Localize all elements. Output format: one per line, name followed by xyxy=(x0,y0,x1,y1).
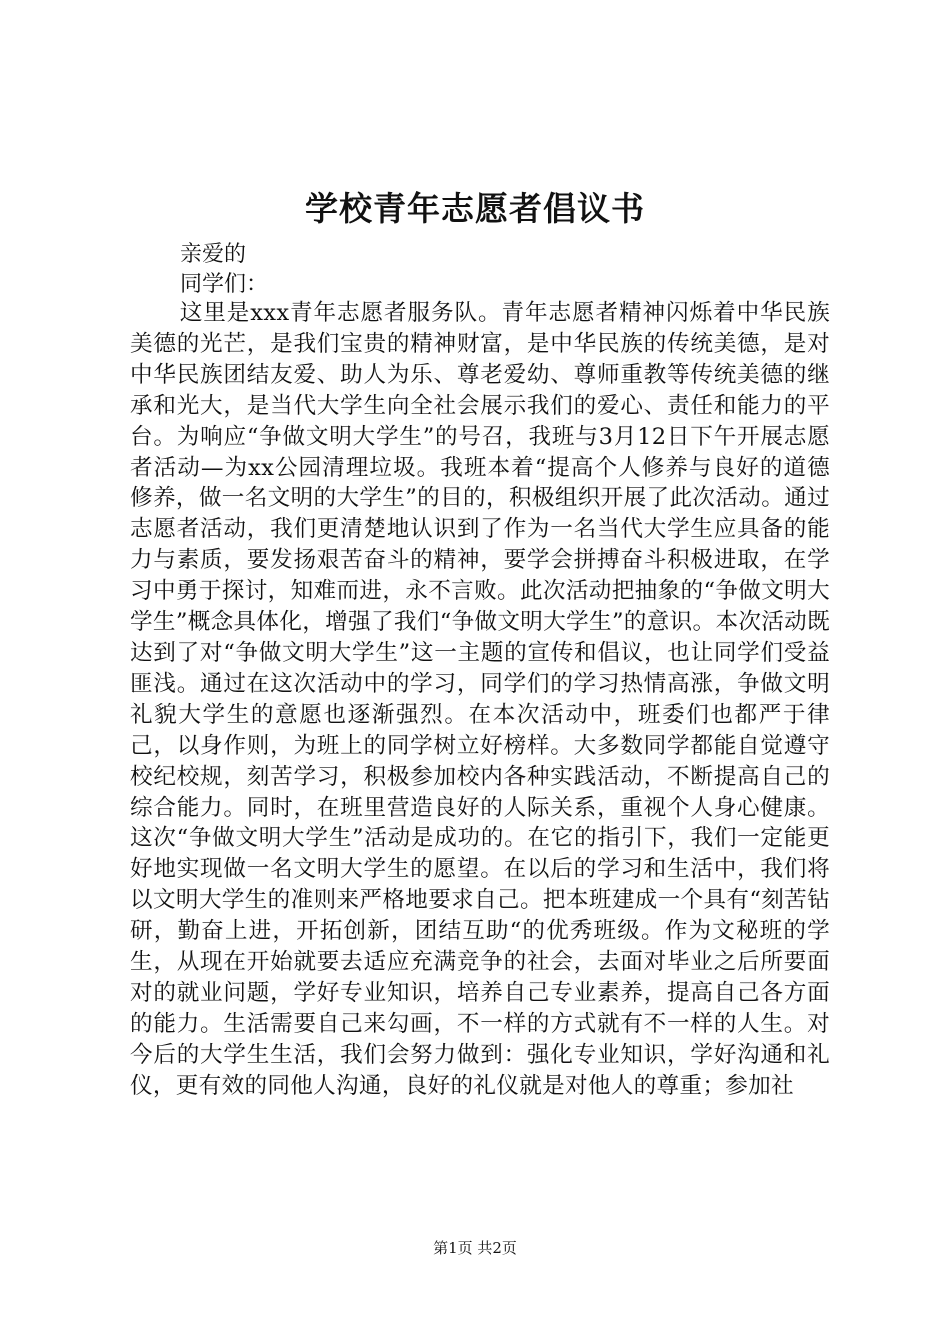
page-footer: 第1页 共2页 xyxy=(433,1239,517,1257)
salutation-line-2: 同学们： xyxy=(180,272,269,297)
salutation-line-1: 亲爱的 xyxy=(180,242,247,267)
body-paragraph: 这里是xxx青年志愿者服务队。青年志愿者精神闪烁着中华民族美德的光芒，是我们宝贵的精神财富，是中华民族的传统美德，是对中华民族团结友爱、助人为乐、尊老爱幼、尊师重教等传统美德的继承和光大，是当代大学生向全社会展示我们的爱心、责任和能力的平台。为响应“争做文明大学生”的号召，我班与3月12日下午开展志愿者活动—为xx公园清理垃圾。我班本着“提高个人修养与良好的道德修养，做一名文明的大学生”的目的，积极组织开展了此次活动。通过志愿者活动，我们更清楚地认识到了作为一名当代大学生应具备的能力与素质，要发扬艰苦奋斗的精神，要学会拼搏奋斗积极进取，在学习中勇于探讨，知难而进，永不言败。此次活动把抽象的“争做文明大学生”概念具体化，增强了我们“争做文明大学生”的意识。本次活动既达到了对“争做文明大学生”这一主题的宣传和倡议，也让同学们受益匪浅。通过在这次活动中的学习，同学们的学习热情高涨，争做文明礼貌大学生的意愿也逐渐强烈。在本次活动中，班委们也都严于律己，以身作则，为班上的同学树立好榜样。大多数同学都能自觉遵守校纪校规，刻苦学习，积极参加校内各种实践活动，不断提高自己的综合能力。同时，在班里营造良好的人际关系，重视个人身心健康。这次“争做文明大学生”活动是成功的。在它的指引下，我们一定能更好地实现做一名文明大学生的愿望。在以后的学习和生活中，我们将以文明大学生的准则来严格地要求自己。把本班建成一个具有“刻苦钻研，勤奋上进，开拓创新，团结互助“的优秀班级。作为文秘班的学生，从现在开始就要去适应充满竞争的社会，去面对毕业之后所要面对的就业问题，学好专业知识，培养自己专业素养，提高自己各方面的能力。生活需要自己来勾画，不一样的方式就有不一样的人生。对今后的大学生生活，我们会努力做到：强化专业知识，学好沟通和礼仪，更有效的同他人沟通，良好的礼仪就是对他人的尊重；参加社 xyxy=(130,300,830,1099)
document-title: 学校青年志愿者倡议书 xyxy=(305,189,645,228)
